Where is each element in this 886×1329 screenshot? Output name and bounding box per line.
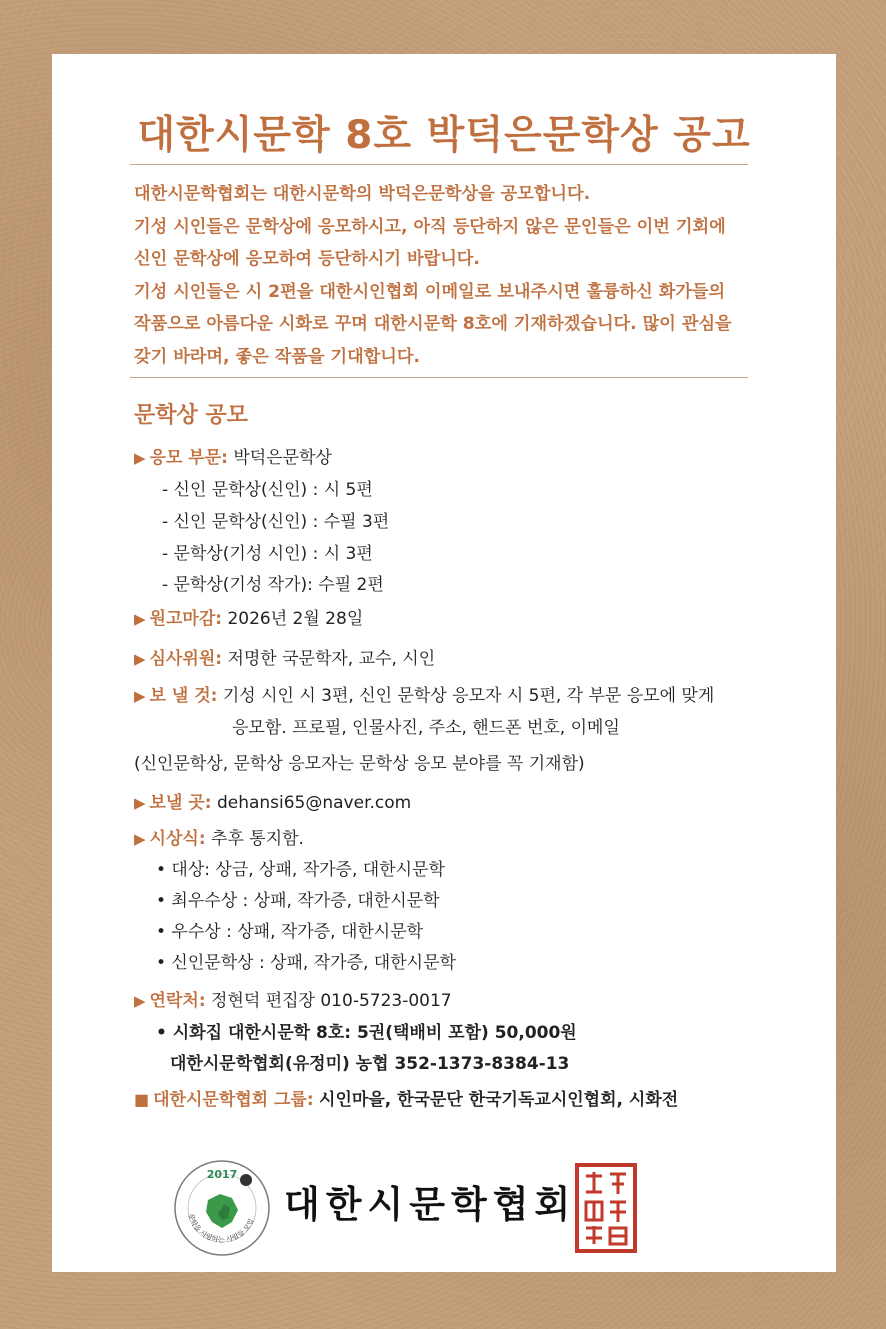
- deadline-row: [134, 604, 363, 629]
- org-name: 대한시문학협회: [284, 1183, 577, 1226]
- intro-line: 기성 시인들은 시 2편을 대한시인협회 이메일로 보내주시면 훌륭하신 화가들의: [134, 281, 726, 302]
- triangle-bullet-icon: ▶: [134, 992, 146, 1010]
- seal-stamp-icon: [574, 1162, 638, 1254]
- groups-value: 시인마을, 한국문단 한국기독교시인협회, 시화전: [319, 1090, 679, 1110]
- judges-row: [134, 644, 435, 669]
- ceremony-value: 추후 통지함.: [211, 829, 304, 849]
- send-to-label: 보낼 곳:: [149, 793, 212, 813]
- field-value: 박덕은문학상: [233, 448, 332, 468]
- field-row: [134, 443, 332, 468]
- intro-line: 작품으로 아름다운 시화로 꾸며 대한시문학 8호에 기재하겠습니다. 많이 관심을: [134, 314, 732, 335]
- field-item: - 문학상(기성 작가): 수필 2편: [162, 575, 384, 595]
- triangle-bullet-icon: ▶: [134, 610, 146, 628]
- deadline-label: 원고마감:: [149, 609, 223, 629]
- send-items-row: [134, 681, 714, 706]
- prize-item: • 우수상 : 상패, 작가증, 대한시문학: [156, 922, 424, 942]
- prize-item: • 신인문학상 : 상패, 작가증, 대한시문학: [156, 953, 456, 973]
- note-text: (신인문학상, 문학상 응모자는 문학상 응모 분야를 꼭 기재함): [134, 754, 585, 774]
- prize-item: • 최우수상 : 상패, 작가증, 대한시문학: [156, 891, 440, 911]
- field-item: - 신인 문학상(신인) : 시 5편: [162, 480, 373, 500]
- judges-label: 심사위원:: [149, 649, 223, 669]
- triangle-bullet-icon: ▶: [134, 650, 146, 668]
- deadline-value: 2026년 2월 28일: [227, 609, 364, 629]
- groups-row: [134, 1085, 678, 1110]
- triangle-bullet-icon: ▶: [134, 794, 146, 812]
- bank-account: 대한시문학협회(유정미) 농협 352-1373-8384-13: [170, 1054, 570, 1074]
- triangle-bullet-icon: ▶: [134, 449, 146, 467]
- field-label: 응모 부문:: [149, 448, 228, 468]
- send-items-continuation: 응모함. 프로필, 인물사진, 주소, 핸드폰 번호, 이메일: [232, 718, 620, 738]
- ceremony-row: [134, 824, 304, 849]
- intro-line: 갖기 바라며, 좋은 작품을 기대합니다.: [134, 346, 421, 367]
- ceremony-label: 시상식:: [149, 829, 206, 849]
- intro-line: 기성 시인들은 문학상에 응모하시고, 아직 등단하지 않은 문인들은 이번 기회에: [134, 216, 726, 237]
- intro-line: 신인 문학상에 응모하여 등단하시기 바랍니다.: [134, 249, 480, 270]
- emblem-year: 2017: [206, 1168, 238, 1181]
- order-info: • 시화집 대한시문학 8호: 5권(택배비 포함) 50,000원: [156, 1023, 577, 1043]
- send-items-label: 보 낼 것:: [149, 686, 218, 706]
- divider-top: [130, 164, 748, 165]
- notice-card: [52, 54, 836, 1272]
- footer-logos: [172, 1158, 732, 1258]
- intro-line: 대한시문학협회는 대한시문학의 박덕은문학상을 공모합니다.: [134, 184, 591, 204]
- send-to-row: [134, 788, 411, 813]
- contact-value: 정현덕 편집장 010-5723-0017: [211, 991, 452, 1011]
- square-bullet-icon: ■: [134, 1090, 150, 1109]
- emblem-logo-icon: [172, 1158, 272, 1258]
- field-item: - 문학상(기성 시인) : 시 3편: [162, 544, 373, 564]
- emblem-arc-text: 문학을 사랑하는 사람들 모임: [186, 1212, 256, 1245]
- send-items-value: 기성 시인 시 3편, 신인 문학상 응모자 시 5편, 각 부문 응모에 맞게: [222, 686, 715, 706]
- contact-label: 연락처:: [149, 991, 206, 1011]
- contact-row: [134, 986, 452, 1011]
- field-item: - 신인 문학상(신인) : 수필 3편: [162, 512, 390, 532]
- triangle-bullet-icon: ▶: [134, 830, 146, 848]
- groups-label: 대한시문학협회 그룹:: [153, 1090, 314, 1110]
- divider-bottom: [130, 377, 748, 378]
- intro-paragraph: [134, 178, 774, 374]
- send-to-email[interactable]: dehansi65@naver.com: [216, 793, 412, 813]
- judges-value: 저명한 국문학자, 교수, 시인: [227, 649, 436, 669]
- section-title: 문학상 공모: [134, 403, 248, 428]
- triangle-bullet-icon: ▶: [134, 687, 146, 705]
- prize-item: • 대상: 상금, 상패, 작가증, 대한시문학: [156, 860, 445, 880]
- page-title: 대한시문학 8호 박덕은문학상 공고: [137, 113, 751, 158]
